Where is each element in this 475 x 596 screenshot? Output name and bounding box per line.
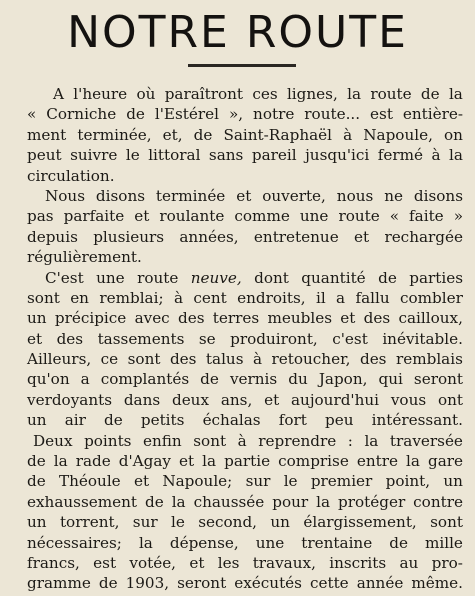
text-line: un torrent, sur le second, un élargissement, sont bbox=[27, 513, 463, 532]
text-line: C'est une route neuve, dont quantité de parties bbox=[45, 268, 463, 287]
text-line: exhaussement de la chaussée pour la protéger contre bbox=[27, 492, 463, 511]
text-line: « Corniche de l'Estérel », notre route... est entière- bbox=[27, 105, 463, 124]
paragraph bbox=[27, 268, 463, 431]
text-line: de la rade d'Agay et la partie comprise entre la gare bbox=[27, 452, 463, 471]
text-line: Ailleurs, ce sont des talus à retoucher, des remblais bbox=[27, 350, 463, 369]
text-line: de Théoule et Napoule; sur le premier point, un bbox=[27, 472, 463, 491]
text-line: peut suivre le littoral sans pareil jusqu'ici fermé à la bbox=[27, 146, 463, 165]
text-line: A l'heure où paraîtront ces lignes, la route de la bbox=[53, 85, 463, 103]
text-line: sont en remblai; à cent endroits, il a fallu combler bbox=[27, 288, 463, 307]
text-line: ment terminée, et, de Saint-Raphaël à Napoule, on bbox=[27, 125, 463, 144]
paragraph bbox=[27, 186, 463, 268]
text-line: Nous disons terminée et ouverte, nous ne disons bbox=[45, 186, 463, 205]
text-line: un précipice avec des terres meubles et des cailloux, bbox=[27, 309, 463, 328]
text-line: pas parfaite et roulante comme une route « faite » bbox=[27, 207, 463, 226]
text-line: nécessaires; la dépense, une trentaine de mille bbox=[27, 533, 463, 552]
text-line: circulation. bbox=[27, 166, 115, 185]
text-line: qu'on a complantés de vernis du Japon, qui seront bbox=[27, 370, 463, 389]
paragraph bbox=[27, 431, 463, 594]
text-line: Deux points enfin sont à reprendre : la traversée bbox=[33, 431, 463, 450]
text-line: et des tassements se produiront, c'est inévitable. bbox=[27, 329, 463, 348]
article-body bbox=[27, 84, 463, 594]
paragraph bbox=[27, 84, 463, 186]
text-line: depuis plusieurs années, entretenue et rechargée bbox=[27, 227, 463, 246]
article-title: NOTRE ROUTE bbox=[67, 7, 408, 58]
text-line: un air de petits échalas fort peu intéressant. bbox=[27, 411, 463, 430]
text-line: régulièrement. bbox=[27, 248, 142, 267]
title-rule bbox=[188, 64, 296, 67]
text-line: francs, est votée, et les travaux, inscrits au pro- bbox=[27, 553, 463, 572]
text-line: gramme de 1903, seront exécutés cette année même. bbox=[27, 574, 463, 593]
text-line: verdoyants dans deux ans, et aujourd'hui vous ont bbox=[27, 390, 463, 409]
